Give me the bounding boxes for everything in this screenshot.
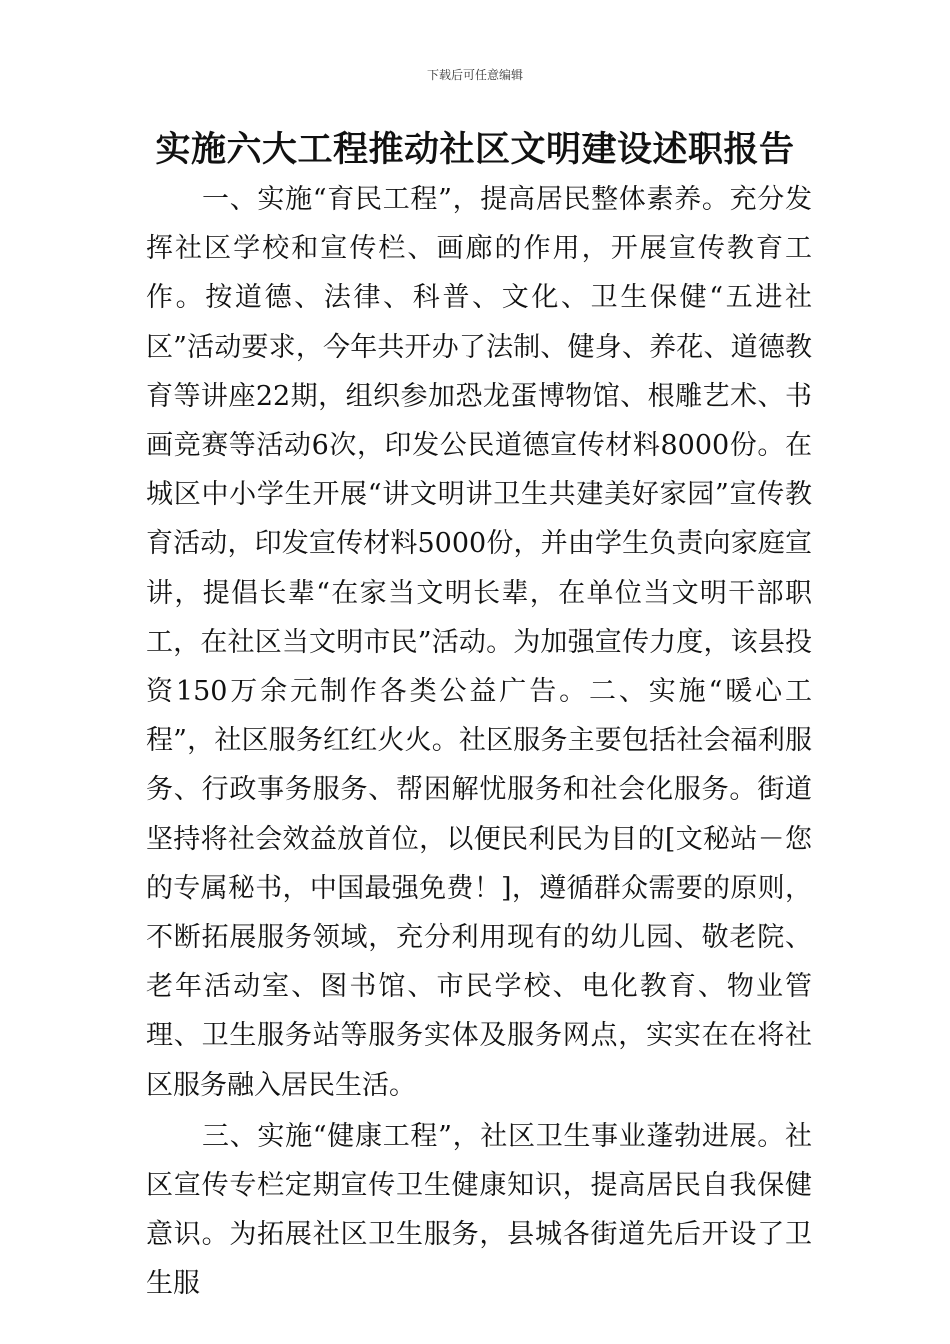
paragraph-1: 一、实施“育民工程”，提高居民整体素养。充分发挥社区学校和宣传栏、画廊的作用，开展宣传教育工作。按道德、法律、科普、文化、卫生保健“五进社区”活动要求，今年共开办了法制、健身、养花、道德教育等讲座22期，组织参加恐龙蛋博物馆、根雕艺术、书画竞赛等活动6次，印发公民道德宣传材料8000份。在城区中小学生开展“讲文明讲卫生共建美好家园”宣传教育活动，印发宣传材料5000份，并由学生负责向家庭宣讲，提倡长辈“在家当文明长辈，在单位当文明干部职工，在社区当文明市民”活动。为加强宣传力度，该县投资150万余元制作各类公益广告。二、实施“暖心工程”，社区服务红红火火。社区服务主要包括社会福利服务、行政事务服务、帮困解忧服务和社会化服务。街道坚持将社会效益放首位，以便民利民为目的[文秘站－您的专属秘书，中国最强免费！]，遵循群众需要的原则，不断拓展服务领域，充分利用现有的幼儿园、敬老院、老年活动室、图书馆、市民学校、电化教育、物业管理、卫生服务站等服务实体及服务网点，实实在在将社区服务融入居民生活。 (146, 184, 812, 1101)
document-body (146, 175, 812, 1309)
paragraph-2: 三、实施“健康工程”，社区卫生事业蓬勃进展。社区宣传专栏定期宣传卫生健康知识，提高居民自我保健意识。为拓展社区卫生服务，县城各街道先后开设了卫生服 (146, 1120, 812, 1300)
header-note: 下载后可任意编辑 (426, 68, 523, 82)
document-title: 实施六大工程推动社区文明建设述职报告 (155, 129, 795, 170)
